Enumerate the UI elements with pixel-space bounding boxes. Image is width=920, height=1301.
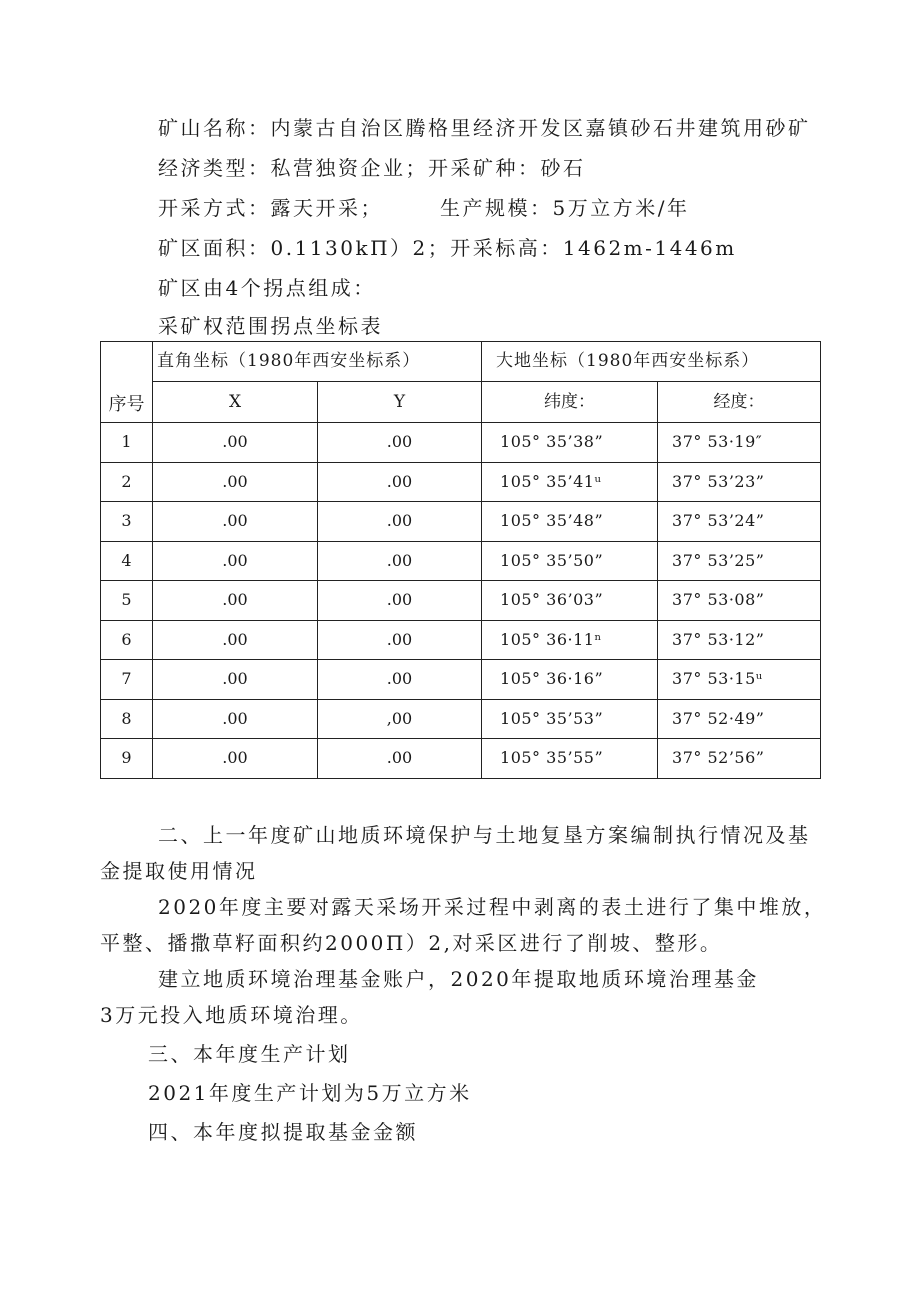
paragraph-2-line2: 3万元投入地质环境治理。 [100, 1003, 363, 1027]
col-lat-header: 纬度： [482, 382, 658, 423]
seq-header: 序号 [101, 342, 153, 423]
latitude-cell: 105° 35’48” [482, 502, 658, 542]
x-coord-cell: .00 [153, 541, 318, 581]
table-row [101, 462, 821, 502]
table-row [101, 739, 821, 779]
latitude-cell: 105° 35’38” [482, 423, 658, 463]
section-2-heading-line1: 二、上一年度矿山地质环境保护与土地复垦方案编制执行情况及基 [158, 823, 811, 847]
table-row [101, 581, 821, 621]
table-row [101, 620, 821, 660]
row-number-cell: 7 [101, 660, 153, 700]
section-3-heading: 三、本年度生产计划 [148, 1042, 351, 1066]
y-coord-cell: .00 [318, 581, 482, 621]
x-coord-cell: .00 [153, 502, 318, 542]
y-coord-cell: .00 [318, 660, 482, 700]
longitude-cell: 37° 53’24” [658, 502, 821, 542]
mining-method-text: 开采方式：露天开采； [158, 196, 383, 220]
corner-count-line: 矿区由4个拐点组成： [158, 276, 376, 300]
longitude-cell: 37° 53·12” [658, 620, 821, 660]
latitude-cell: 105° 35’50” [482, 541, 658, 581]
col-y-header: Y [318, 382, 482, 423]
latitude-cell: 105° 36·16” [482, 660, 658, 700]
table-header-row [101, 342, 821, 382]
row-number-cell: 4 [101, 541, 153, 581]
rect-coord-header: 直角坐标（1980年西安坐标系） [153, 342, 482, 382]
paragraph-1-line1: 2020年度主要对露天采场开采过程中剥离的表土进行了集中堆放， [158, 895, 827, 919]
latitude-cell: 105° 36·11ⁿ [482, 620, 658, 660]
y-coord-cell: .00 [318, 541, 482, 581]
x-coord-cell: .00 [153, 581, 318, 621]
x-coord-cell: .00 [153, 462, 318, 502]
coordinate-table [100, 341, 821, 779]
production-plan-text: 2021年度生产计划为5万立方米 [148, 1081, 472, 1105]
row-number-cell: 1 [101, 423, 153, 463]
longitude-cell: 37° 53’25” [658, 541, 821, 581]
latitude-cell: 105° 35’55” [482, 739, 658, 779]
longitude-cell: 37° 53’23” [658, 462, 821, 502]
paragraph-1-line2: 平整、播撒草籽面积约2000Π）2,对采区进行了削坡、整形。 [100, 931, 723, 955]
table-row [101, 699, 821, 739]
row-number-cell: 9 [101, 739, 153, 779]
longitude-cell: 37° 53·08” [658, 581, 821, 621]
table-subheader-row [101, 382, 821, 423]
y-coord-cell: ,00 [318, 699, 482, 739]
x-coord-cell: .00 [153, 739, 318, 779]
mine-area-line: 矿区面积：0.1130kΠ）2；开采标高：1462m-1446m [158, 236, 737, 260]
geo-coord-header: 大地坐标（1980年西安坐标系） [482, 342, 821, 382]
table-row [101, 423, 821, 463]
x-coord-cell: .00 [153, 620, 318, 660]
table-row [101, 660, 821, 700]
longitude-cell: 37° 52’56” [658, 739, 821, 779]
y-coord-cell: .00 [318, 423, 482, 463]
table-row [101, 541, 821, 581]
longitude-cell: 37° 52·49” [658, 699, 821, 739]
y-coord-cell: .00 [318, 739, 482, 779]
latitude-cell: 105° 35’41ᵘ [482, 462, 658, 502]
section-2-heading-line2: 金提取使用情况 [100, 859, 258, 883]
row-number-cell: 6 [101, 620, 153, 660]
table-row [101, 502, 821, 542]
economic-type-line: 经济类型：私营独资企业；开采矿种：砂石 [158, 156, 586, 180]
y-coord-cell: .00 [318, 620, 482, 660]
row-number-cell: 8 [101, 699, 153, 739]
col-x-header: X [153, 382, 318, 423]
latitude-cell: 105° 35’53” [482, 699, 658, 739]
table-title: 采矿权范围拐点坐标表 [158, 314, 383, 338]
mine-name-line: 矿山名称：内蒙古自治区腾格里经济开发区嘉镇砂石井建筑用砂矿 [158, 116, 811, 140]
y-coord-cell: .00 [318, 502, 482, 542]
longitude-cell: 37° 53·15ᵘ [658, 660, 821, 700]
row-number-cell: 3 [101, 502, 153, 542]
row-number-cell: 5 [101, 581, 153, 621]
paragraph-2-line1: 建立地质环境治理基金账户，2020年提取地质环境治理基金 [158, 967, 759, 991]
section-4-heading: 四、本年度拟提取基金金额 [148, 1120, 418, 1144]
x-coord-cell: .00 [153, 660, 318, 700]
production-scale-text: 生产规模：5万立方米/年 [440, 196, 690, 220]
row-number-cell: 2 [101, 462, 153, 502]
y-coord-cell: .00 [318, 462, 482, 502]
x-coord-cell: .00 [153, 423, 318, 463]
col-lon-header: 经度： [658, 382, 821, 423]
latitude-cell: 105° 36’03” [482, 581, 658, 621]
longitude-cell: 37° 53·19″ [658, 423, 821, 463]
x-coord-cell: .00 [153, 699, 318, 739]
